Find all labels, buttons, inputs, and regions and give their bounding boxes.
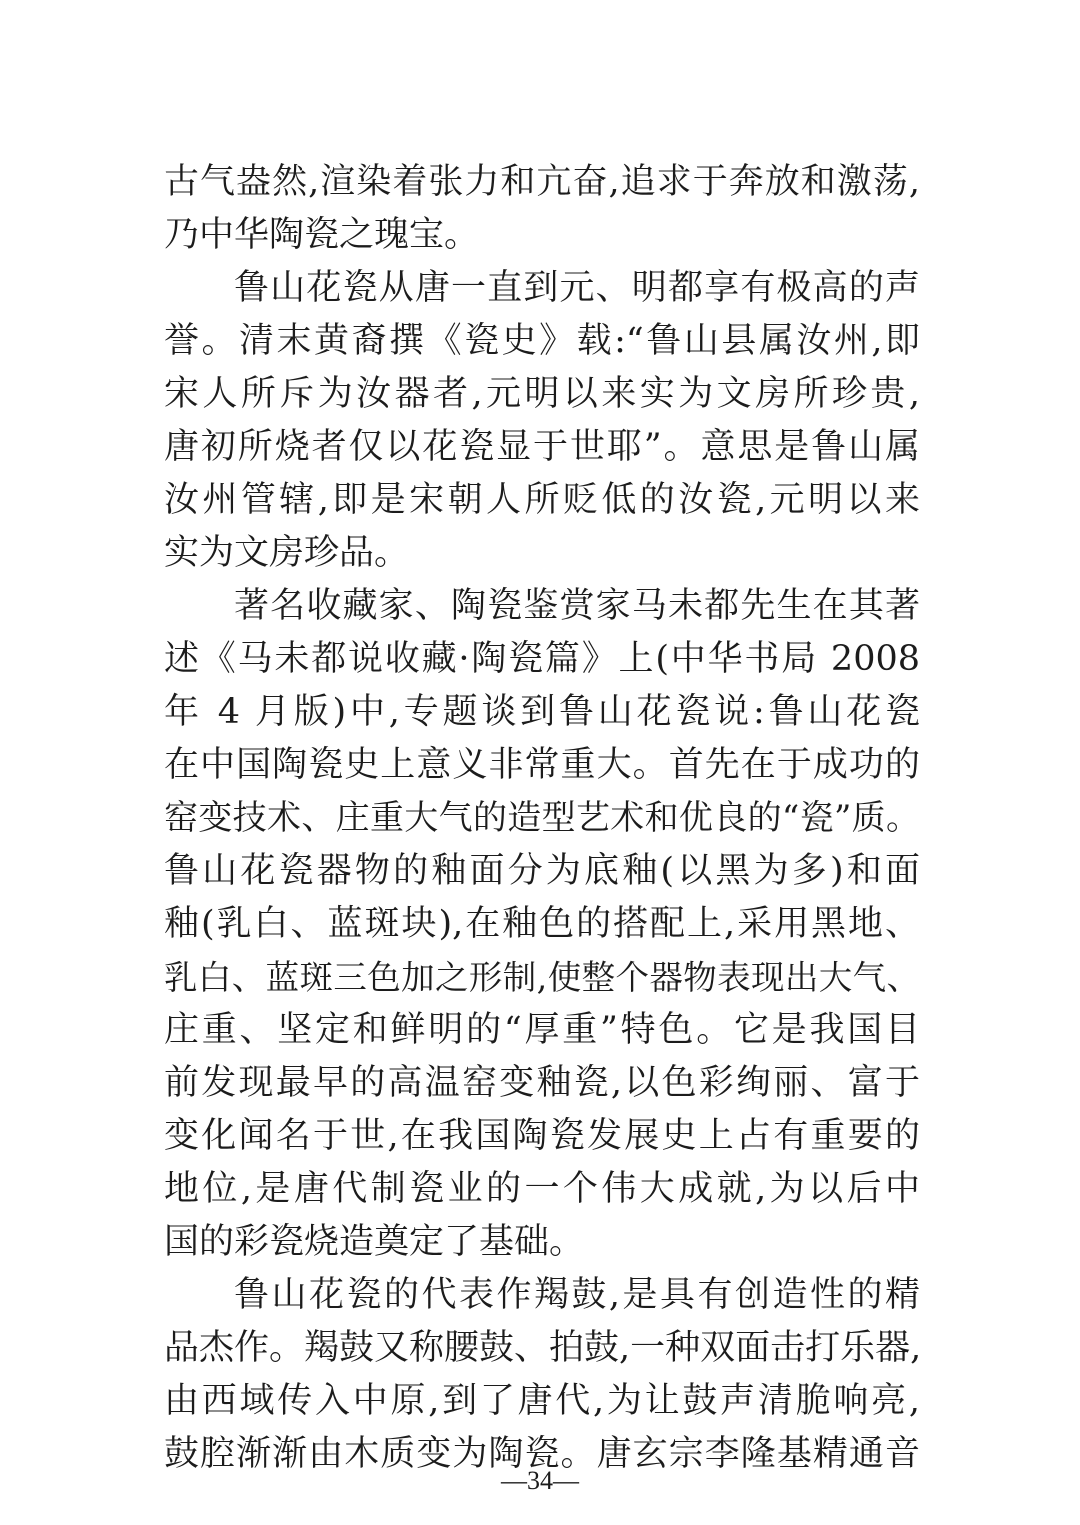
text-line: 乃中华陶瓷之瑰宝。 [164, 215, 480, 255]
text-line: 由西域传入中原,到了唐代,为让鼓声清脆响亮, [164, 1381, 920, 1421]
text-line: 鲁山花瓷从唐一直到元、明都享有极高的声 [234, 268, 920, 308]
text-line: 釉(乳白、蓝斑块),在釉色的搭配上,采用黑地、 [164, 904, 920, 944]
text-line: 实为文房珍品。 [164, 533, 410, 573]
body-text [164, 156, 920, 1481]
text-line: 鲁山花瓷器物的釉面分为底釉(以黑为多)和面 [164, 851, 920, 891]
page-number: —34— [501, 1466, 579, 1495]
text-line: 鲁山花瓷的代表作羯鼓,是具有创造性的精 [234, 1275, 920, 1315]
text-line: 唐初所烧者仅以花瓷显于世耶”。意思是鲁山属 [164, 427, 920, 467]
text-line: 窑变技术、庄重大气的造型艺术和优良的“瓷”质。 [164, 798, 920, 838]
text-line: 汝州管辖,即是宋朝人所贬低的汝瓷,元明以来 [164, 480, 920, 520]
text-line: 前发现最早的高温窑变釉瓷,以色彩绚丽、富于 [164, 1063, 920, 1103]
text-line: 著名收藏家、陶瓷鉴赏家马未都先生在其著 [234, 586, 920, 626]
text-line: 庄重、坚定和鲜明的“厚重”特色。它是我国目 [164, 1010, 920, 1050]
text-line: 誉。清末黄裔撰《瓷史》载:“鲁山县属汝州,即 [164, 321, 920, 361]
text-line: 国的彩瓷烧造奠定了基础。 [164, 1222, 585, 1262]
text-line: 变化闻名于世,在我国陶瓷发展史上占有重要的 [164, 1116, 920, 1156]
text-line: 宋人所斥为汝器者,元明以来实为文房所珍贵, [164, 374, 920, 414]
text-line: 述《马未都说收藏·陶瓷篇》上(中华书局 2008 [164, 639, 920, 679]
text-line: 鼓腔渐渐由木质变为陶瓷。唐玄宗李隆基精通音 [164, 1434, 920, 1474]
text-line: 古气盎然,渲染着张力和亢奋,追求于奔放和激荡, [164, 162, 920, 202]
text-line: 乳白、蓝斑三色加之形制,使整个器物表现出大气、 [164, 958, 920, 997]
text-line: 在中国陶瓷史上意义非常重大。首先在于成功的 [164, 745, 920, 785]
text-line: 年 4 月版)中,专题谈到鲁山花瓷说:鲁山花瓷 [164, 692, 920, 732]
text-line: 品杰作。羯鼓又称腰鼓、拍鼓,一种双面击打乐器, [164, 1328, 922, 1368]
text-line: 地位,是唐代制瓷业的一个伟大成就,为以后中 [164, 1169, 920, 1209]
